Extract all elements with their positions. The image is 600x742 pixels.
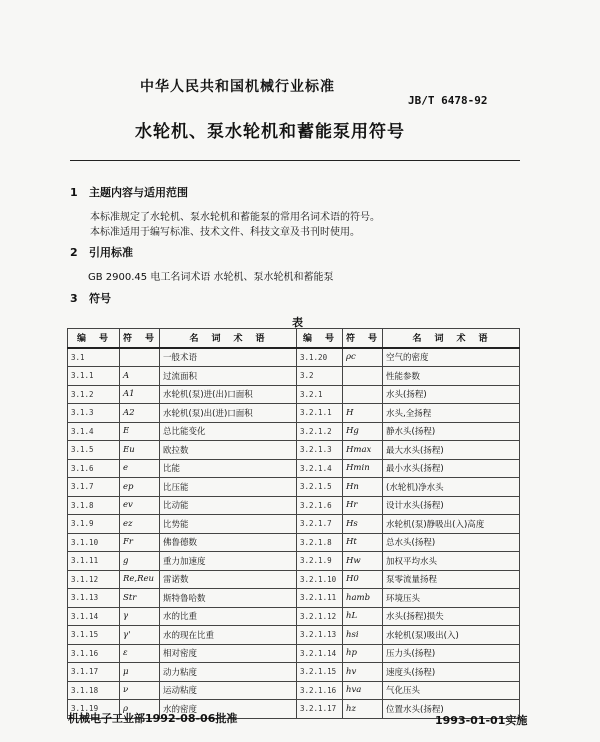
header-term: 名 词 术 语: [160, 329, 297, 348]
term-symbol: ε: [120, 644, 160, 663]
term-name: 比势能: [160, 515, 297, 534]
table-row: [68, 404, 520, 423]
term-symbol: [343, 385, 383, 404]
term-number: 3.2.1.11: [297, 589, 343, 608]
term-symbol: μ: [120, 663, 160, 682]
term-number: 3.1.4: [68, 422, 120, 441]
term-symbol: A1: [120, 385, 160, 404]
term-symbol: ep: [120, 478, 160, 497]
section-number: 3: [70, 292, 78, 305]
term-symbol: Eu: [120, 441, 160, 460]
term-symbol: e: [120, 459, 160, 478]
term-name: 水的比重: [160, 607, 297, 626]
term-name: 水的密度: [160, 700, 297, 719]
term-symbol: hv: [343, 663, 383, 682]
standard-code: JB/T 6478-92: [408, 94, 488, 107]
term-symbol: Hw: [343, 552, 383, 571]
header-number: 编 号: [68, 329, 120, 348]
term-name: 比压能: [160, 478, 297, 497]
term-number: 3.1.20: [297, 348, 343, 367]
term-number: 3.2.1.16: [297, 681, 343, 700]
term-symbol: E: [120, 422, 160, 441]
table-row: [68, 385, 520, 404]
term-number: 3.2.1.5: [297, 478, 343, 497]
term-symbol: hp: [343, 644, 383, 663]
term-symbol: A: [120, 367, 160, 386]
term-number: 3.1.18: [68, 681, 120, 700]
term-symbol: ez: [120, 515, 160, 534]
term-number: 3.2.1.9: [297, 552, 343, 571]
term-number: 3.2.1.1: [297, 404, 343, 423]
term-name: 位置水头(扬程): [383, 700, 520, 719]
table-row: [68, 589, 520, 608]
term-name: 动力粘度: [160, 663, 297, 682]
term-symbol: ν: [120, 681, 160, 700]
term-number: 3.1.9: [68, 515, 120, 534]
term-name: 总水头(扬程): [383, 533, 520, 552]
section-title: 主题内容与适用范围: [89, 186, 188, 199]
approval-note: 机械电子工业部1992-08-06批准: [68, 712, 238, 725]
table-row: [68, 478, 520, 497]
term-name: 最大水头(扬程): [383, 441, 520, 460]
table-header-row: [68, 329, 520, 348]
table-row: [68, 533, 520, 552]
term-name: 水头,全扬程: [383, 404, 520, 423]
term-number: 3.1.2: [68, 385, 120, 404]
term-number: 3.1.13: [68, 589, 120, 608]
section-number: 2: [70, 246, 78, 259]
term-symbol: Str: [120, 589, 160, 608]
header-number: 编 号: [297, 329, 343, 348]
term-number: 3.2.1.6: [297, 496, 343, 515]
term-name: 空气的密度: [383, 348, 520, 367]
term-number: 3.1.8: [68, 496, 120, 515]
table-row: [68, 348, 520, 367]
term-number: 3.2.1.13: [297, 626, 343, 645]
term-symbol: Fr: [120, 533, 160, 552]
table-row: [68, 459, 520, 478]
term-name: 斯特鲁哈数: [160, 589, 297, 608]
term-symbol: hva: [343, 681, 383, 700]
term-symbol: γ': [120, 626, 160, 645]
issuing-organization: 中华人民共和国机械行业标准: [140, 79, 335, 95]
section-1-paragraph-1: 本标准规定了水轮机、泵水轮机和蓄能泵的常用名词术语的符号。: [90, 212, 380, 223]
section-title: 符号: [89, 292, 111, 305]
term-name: 气化压头: [383, 681, 520, 700]
header-symbol: 符 号: [343, 329, 383, 348]
term-number: 3.2.1.10: [297, 570, 343, 589]
term-name: 加权平均水头: [383, 552, 520, 571]
title-divider: [70, 160, 520, 161]
term-number: 3.1.5: [68, 441, 120, 460]
symbol-table: [67, 328, 520, 719]
term-number: 3.1: [68, 348, 120, 367]
term-name: 欧拉数: [160, 441, 297, 460]
term-number: 3.2.1.14: [297, 644, 343, 663]
term-number: 3.2.1.8: [297, 533, 343, 552]
term-number: 3.2.1.7: [297, 515, 343, 534]
section-number: 1: [70, 186, 78, 199]
term-number: 3.1.15: [68, 626, 120, 645]
term-symbol: Hr: [343, 496, 383, 515]
term-symbol: Ht: [343, 533, 383, 552]
term-symbol: Hmax: [343, 441, 383, 460]
table-row: [68, 552, 520, 571]
term-name: 佛鲁德数: [160, 533, 297, 552]
term-name: 运动粘度: [160, 681, 297, 700]
term-name: 一般术语: [160, 348, 297, 367]
term-number: 3.2: [297, 367, 343, 386]
section-2-heading: [70, 244, 133, 260]
term-symbol: H: [343, 404, 383, 423]
term-name: 设计水头(扬程): [383, 496, 520, 515]
term-symbol: ev: [120, 496, 160, 515]
table-row: [68, 607, 520, 626]
term-name: 相对密度: [160, 644, 297, 663]
term-symbol: Re,Reu: [120, 570, 160, 589]
term-name: 水轮机(泵)静吸出(入)高度: [383, 515, 520, 534]
term-number: 3.1.12: [68, 570, 120, 589]
term-symbol: γ: [120, 607, 160, 626]
term-symbol: Hn: [343, 478, 383, 497]
term-name: 水的现在比重: [160, 626, 297, 645]
section-1-heading: [70, 184, 188, 200]
term-name: 过流面积: [160, 367, 297, 386]
term-number: 3.1.19: [68, 700, 120, 719]
term-symbol: Hg: [343, 422, 383, 441]
term-name: 最小水头(扬程): [383, 459, 520, 478]
term-name: 泵零流量扬程: [383, 570, 520, 589]
table-row: [68, 663, 520, 682]
term-name: 雷诺数: [160, 570, 297, 589]
header-term: 名 词 术 语: [383, 329, 520, 348]
term-name: 静水头(扬程): [383, 422, 520, 441]
term-symbol: hz: [343, 700, 383, 719]
term-number: 3.2.1.12: [297, 607, 343, 626]
header-symbol: 符 号: [120, 329, 160, 348]
term-name: 速度头(扬程): [383, 663, 520, 682]
term-number: 3.1.1: [68, 367, 120, 386]
section-2-reference: GB 2900.45 电工名词术语 水轮机、泵水轮机和蓄能泵: [88, 272, 334, 283]
term-name: 比能: [160, 459, 297, 478]
term-symbol: [343, 367, 383, 386]
term-symbol: g: [120, 552, 160, 571]
term-name: 压力头(扬程): [383, 644, 520, 663]
table-row: [68, 422, 520, 441]
term-number: 3.1.17: [68, 663, 120, 682]
term-name: 水头(扬程)损失: [383, 607, 520, 626]
effective-date: 1993-01-01实施: [435, 714, 528, 727]
term-number: 3.1.16: [68, 644, 120, 663]
term-symbol: H0: [343, 570, 383, 589]
term-symbol: Hmin: [343, 459, 383, 478]
section-3-heading: [70, 290, 111, 306]
term-name: 重力加速度: [160, 552, 297, 571]
table-caption: 表: [292, 316, 303, 329]
table-row: [68, 367, 520, 386]
section-1-paragraph-2: 本标准适用于编写标准、技术文件、科技文章及书刊时使用。: [90, 227, 360, 238]
term-number: 3.2.1: [297, 385, 343, 404]
term-number: 3.1.10: [68, 533, 120, 552]
table-row: [68, 644, 520, 663]
table-row: [68, 441, 520, 460]
term-name: 水头(扬程): [383, 385, 520, 404]
table-row: [68, 496, 520, 515]
term-number: 3.1.7: [68, 478, 120, 497]
term-number: 3.1.14: [68, 607, 120, 626]
term-symbol: ρc: [343, 348, 383, 367]
term-number: 3.2.1.3: [297, 441, 343, 460]
table-row: [68, 626, 520, 645]
term-symbol: hamb: [343, 589, 383, 608]
table-row: [68, 570, 520, 589]
section-title: 引用标准: [89, 246, 133, 259]
term-number: 3.2.1.2: [297, 422, 343, 441]
term-name: 总比能变化: [160, 422, 297, 441]
term-name: 比动能: [160, 496, 297, 515]
term-name: 性能参数: [383, 367, 520, 386]
table-row: [68, 515, 520, 534]
table-row: [68, 681, 520, 700]
term-number: 3.2.1.4: [297, 459, 343, 478]
term-number: 3.1.6: [68, 459, 120, 478]
term-symbol: hsi: [343, 626, 383, 645]
term-symbol: Hs: [343, 515, 383, 534]
term-name: 环境压头: [383, 589, 520, 608]
term-number: 3.2.1.15: [297, 663, 343, 682]
term-name: 水轮机(泵)出(进)口面积: [160, 404, 297, 423]
term-symbol: A2: [120, 404, 160, 423]
term-number: 3.2.1.17: [297, 700, 343, 719]
term-symbol: ρ: [120, 700, 160, 719]
term-name: 水轮机(泵)进(出)口面积: [160, 385, 297, 404]
document-title: 水轮机、泵水轮机和蓄能泵用符号: [135, 122, 405, 142]
term-name: 水轮机(泵)吸出(入): [383, 626, 520, 645]
term-name: (水轮机)净水头: [383, 478, 520, 497]
term-number: 3.1.3: [68, 404, 120, 423]
term-number: 3.1.11: [68, 552, 120, 571]
term-symbol: [120, 348, 160, 367]
term-symbol: hL: [343, 607, 383, 626]
